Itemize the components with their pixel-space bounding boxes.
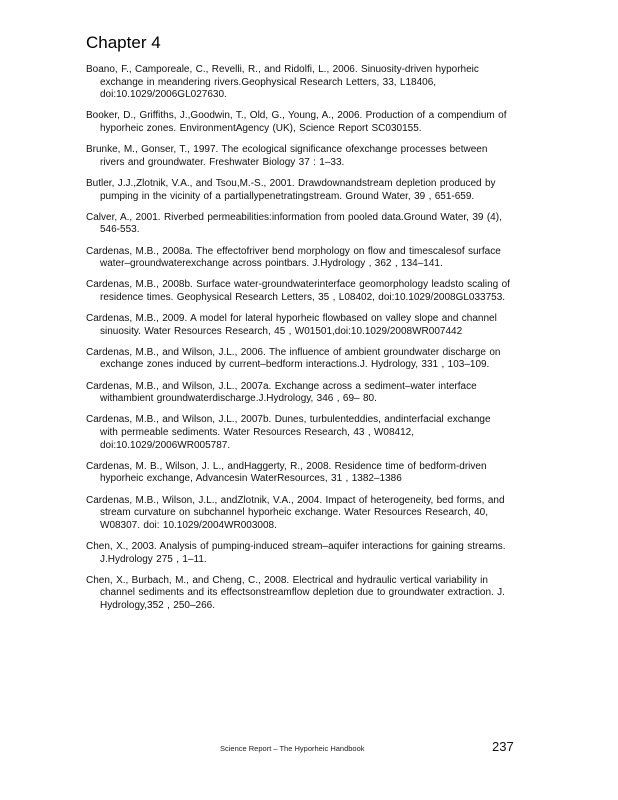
reference-item: Chen, X., 2003. Analysis of pumping-induced stream–aquifer interactions for gaining streams. J.Hydrology 275 , 1–11. xyxy=(86,540,506,565)
reference-item: Cardenas, M.B., 2008b. Surface water-groundwaterinterface geomorphology leadsto scaling of residence times. Geophysical Research Letters, 35 , L08402, doi:10.1029/2008GL033753. xyxy=(86,279,510,303)
reference-item: Brunke, M., Gonser, T., 1997. The ecological significance ofexchange processes between rivers and groundwater. Freshwater Biology 37 : 1–33. xyxy=(86,144,488,168)
page-number: 237 xyxy=(492,739,514,754)
reference-item: Boano, F., Camporeale, C., Revelli, R., and Ridolfi, L., 2006. Sinuosity-driven hyporheic exchange in meandering rivers.Geophysical Research Letters, 33, L18406, doi:10.1029/2006GL027630. xyxy=(86,64,479,101)
reference-item: Booker, D., Griffiths, J.,Goodwin, T., Old, G., Young, A., 2006. Production of a compendium of hyporheic zones. EnvironmentAgency (UK), Science Report SC030155. xyxy=(86,110,507,134)
reference-list xyxy=(86,64,510,621)
page-footer: Science Report – The Hyporheic Handbook xyxy=(220,744,365,753)
reference-item: Cardenas, M.B., and Wilson, J.L., 2007a. Exchange across a sediment–water interface withambient groundwaterdischarge.J.Hydrology, 346 , 69– 80. xyxy=(86,380,477,405)
reference-item: Cardenas, M.B., 2008a. The effectofriver bend morphology on flow and timescalesof surface water–groundwaterexchange across pointbars. J.Hydrology , 362 , 134–141. xyxy=(86,245,501,270)
reference-item: Calver, A., 2001. Riverbed permeabilities:information from pooled data.Ground Water, 39 (4), 546-553. xyxy=(86,211,502,236)
reference-item: Cardenas, M.B., 2009. A model for lateral hyporheic flowbased on valley slope and channel sinuosity. Water Resources Research, 45 , W01501,doi:10.1029/2008WR007442 xyxy=(86,313,497,337)
reference-item: Butler, J.J.,Zlotnik, V.A., and Tsou,M.-S., 2001. Drawdownandstream depletion produced by pumping in the vicinity of a partiallypenetratingstream. Ground Water, 39 , 651-659. xyxy=(86,177,496,202)
reference-item: Cardenas, M. B., Wilson, J. L., andHaggerty, R., 2008. Residence time of bedform-driven hyporheic exchange, Advancesin WaterResources, 31 , 1382–1386 xyxy=(86,460,487,485)
reference-item: Cardenas, M.B., Wilson, J.L., andZlotnik, V.A., 2004. Impact of heterogeneity, bed forms, and stream curvature on subchannel hyporheic exchange. Water Resources Research, 40, W08307. doi: 10.1029/2004WR003008. xyxy=(86,494,505,531)
reference-item: Chen, X., Burbach, M., and Cheng, C., 2008. Electrical and hydraulic vertical variability in channel sediments and its effectsonstreamflow depletion due to groundwater extraction. J. Hydrology,352 , 250–266. xyxy=(86,574,505,611)
chapter-title: Chapter 4 xyxy=(86,33,161,52)
reference-item: Cardenas, M.B., and Wilson, J.L., 2007b. Dunes, turbulenteddies, andinterfacial exchange with permeable sediments. Water Resources Research, 43 , W08412, doi:10.1029/2006WR005787. xyxy=(86,414,491,451)
reference-item: Cardenas, M.B., and Wilson, J.L., 2006. The influence of ambient groundwater discharge on exchange zones induced by current–bedform interactions.J. Hydrology, 331 , 103–109. xyxy=(86,346,501,371)
